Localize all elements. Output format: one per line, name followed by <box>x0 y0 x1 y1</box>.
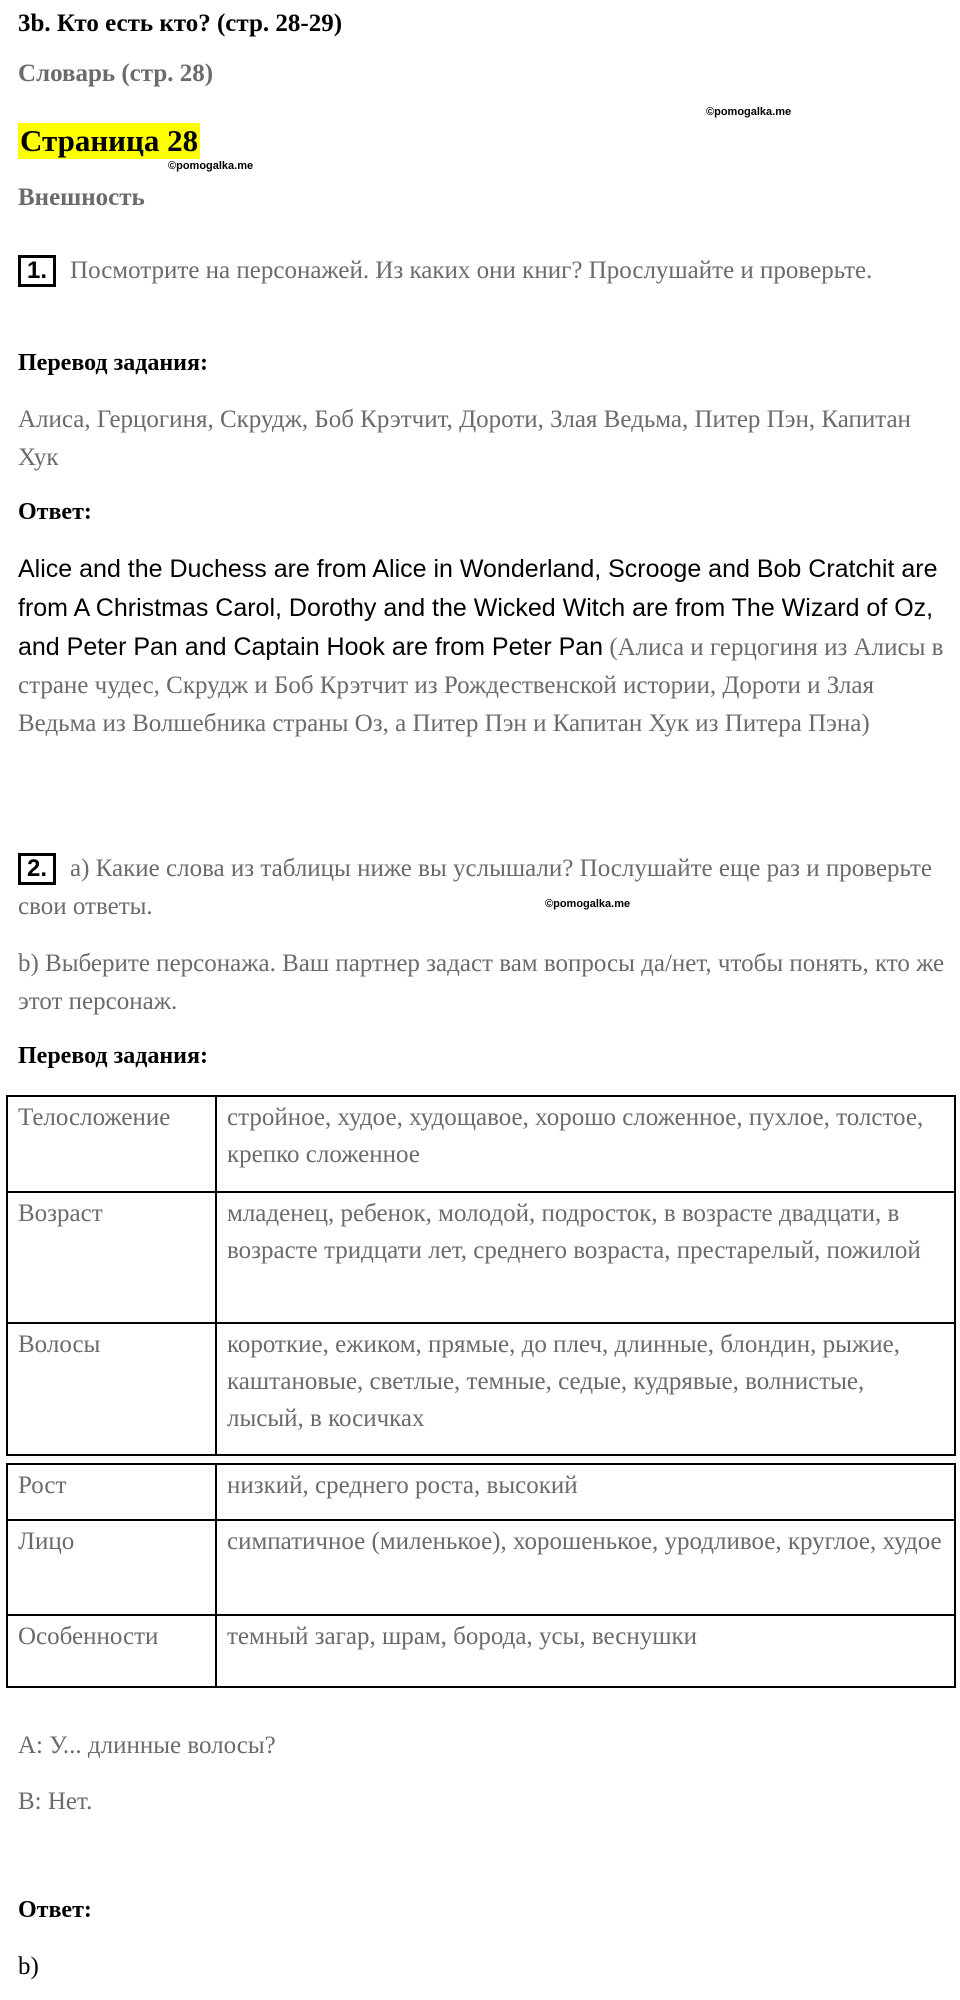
table-words: низкий, среднего роста, высокий <box>216 1464 955 1520</box>
task1-number: 1. <box>18 255 56 287</box>
dialogue-line-a: A: У... длинные волосы? <box>18 1732 276 1759</box>
task2-instruction-b: b) Выберите персонажа. Ваш партнер задаст вам вопросы да/нет, чтобы понять, кто же этот персонаж. <box>18 950 945 1015</box>
vocabulary-table-1 <box>6 1095 956 1456</box>
table-term: Волосы <box>7 1323 216 1455</box>
document-title: 3b. Кто есть кто? (стр. 28-29) <box>18 10 343 37</box>
task2-answer-b: b) <box>18 1953 39 1980</box>
table-term: Рост <box>7 1464 216 1520</box>
task1-answer <box>18 550 948 743</box>
page-label: Страница 28 <box>20 123 199 158</box>
table-term: Телосложение <box>7 1096 216 1192</box>
vocabulary-table-2 <box>6 1463 956 1688</box>
table-term: Возраст <box>7 1192 216 1323</box>
task1-translation: Алиса, Герцогиня, Скрудж, Боб Крэтчит, Дороти, Злая Ведьма, Питер Пэн, Капитан Хук <box>18 406 911 471</box>
task1-translation-heading: Перевод задания: <box>18 350 208 376</box>
table-words: младенец, ребенок, молодой, подросток, в возрасте двадцати, в возрасте тридцати лет, среднего возраста, престарелый, пожилой <box>216 1192 955 1323</box>
task2-answer-heading: Ответ: <box>18 1897 92 1923</box>
table-row <box>7 1520 955 1615</box>
table-words: короткие, ежиком, прямые, до плеч, длинные, блондин, рыжие, каштановые, светлые, темные, седые, кудрявые, волнистые, лысый, в косичках <box>216 1323 955 1455</box>
task1-text: Посмотрите на персонажей. Из каких они книг? Прослушайте и проверьте. <box>70 257 873 284</box>
document-subtitle: Словарь (стр. 28) <box>18 60 214 87</box>
task1-answer-heading: Ответ: <box>18 499 92 525</box>
table-row <box>7 1323 955 1455</box>
task2-translation-heading: Перевод задания: <box>18 1043 208 1069</box>
table-row <box>7 1615 955 1687</box>
watermark: ©pomogalka.me <box>706 106 792 118</box>
dialogue-line-b: B: Нет. <box>18 1788 93 1815</box>
task1-answer-english: Alice and the Duchess are from Alice in Wonderland, Scrooge and Bob Cratchit are from A Christmas Carol, Dorothy and the Wicked Witch are from The Wizard of Oz, and Peter Pan and Captain Hook are from Peter Pan <box>18 555 938 661</box>
table-words: стройное, худое, худощавое, хорошо сложенное, пухлое, толстое, крепко сложенное <box>216 1096 955 1192</box>
table-row <box>7 1096 955 1192</box>
task2-text-a: a) Какие слова из таблицы ниже вы услышали? Послушайте еще раз и проверьте свои ответы. <box>18 855 933 920</box>
task1-answer-russian: (Алиса и герцогиня из Алисы в стране чудес, Скрудж и Боб Крэтчит из Рождественской истории, Дороти и Злая Ведьма из Волшебника страны Оз, а Питер Пэн и Капитан Хук из Питера Пэна) <box>18 634 944 737</box>
watermark: ©pomogalka.me <box>545 898 631 910</box>
section-heading: Внешность <box>18 184 145 211</box>
table-words: симпатичное (миленькое), хорошенькое, уродливое, круглое, худое <box>216 1520 955 1615</box>
table-term: Особенности <box>7 1615 216 1687</box>
table-term: Лицо <box>7 1520 216 1615</box>
task2-instruction-a <box>18 850 948 926</box>
table-row <box>7 1464 955 1520</box>
task1-instruction <box>18 252 948 290</box>
table-words: темный загар, шрам, борода, усы, веснушки <box>216 1615 955 1687</box>
watermark: ©pomogalka.me <box>168 160 254 172</box>
table-row <box>7 1192 955 1323</box>
task2-number: 2. <box>18 853 56 885</box>
